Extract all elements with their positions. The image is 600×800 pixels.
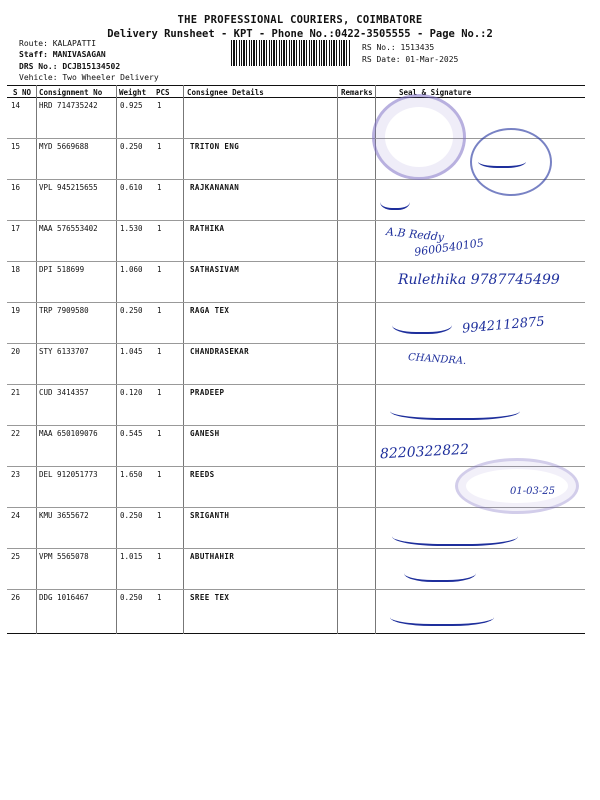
row-weight: 1.045 <box>120 347 143 356</box>
row-sno: 15 <box>11 142 21 151</box>
row-rule <box>7 220 585 221</box>
table-rule <box>7 633 585 634</box>
row-pcs: 1 <box>157 142 162 151</box>
row-consignment: DPI 518699 <box>39 265 85 274</box>
header-consignment: Consignment No <box>39 88 103 97</box>
row-consignee: GANESH <box>190 429 220 438</box>
column-divider <box>36 85 37 634</box>
row-consignment: MYD 5669688 <box>39 142 89 151</box>
staff-label: Staff: MANIVASAGAN <box>19 50 106 59</box>
barcode-image <box>231 40 351 66</box>
document-subtitle: Delivery Runsheet - KPT - Phone No.:0422-3505555 - Page No.:2 <box>107 28 493 40</box>
row-consignment: VPL 945215655 <box>39 183 98 192</box>
row-consignee: SATHASIVAM <box>190 265 240 274</box>
document-title: THE PROFESSIONAL COURIERS, COIMBATORE <box>177 14 423 26</box>
row-consignment: MAA 576553402 <box>39 224 98 233</box>
column-divider <box>183 85 184 634</box>
signature-row19-mark <box>392 312 452 334</box>
row-weight: 0.120 <box>120 388 143 397</box>
row-consignment: HRD 714735242 <box>39 101 98 110</box>
row-consignment: MAA 650109076 <box>39 429 98 438</box>
row-consignment: DDG 1016467 <box>39 593 89 602</box>
row-consignee: RATHIKA <box>190 224 225 233</box>
row-weight: 1.530 <box>120 224 143 233</box>
row-consignment: KMU 3655672 <box>39 511 89 520</box>
row-consignee: ABUTHAHIR <box>190 552 235 561</box>
row-consignee: CHANDRASEKAR <box>190 347 249 356</box>
signature-row17-phone: 9600540105 <box>413 236 485 259</box>
signature-row26 <box>390 604 494 626</box>
row-weight: 0.925 <box>120 101 143 110</box>
row-rule <box>7 302 585 303</box>
row-weight: 0.250 <box>120 511 143 520</box>
row-sno: 19 <box>11 306 21 315</box>
signature-row24 <box>392 522 518 546</box>
row-pcs: 1 <box>157 183 162 192</box>
column-divider <box>337 85 338 634</box>
row-rule <box>7 548 585 549</box>
row-rule <box>7 384 585 385</box>
table-rule <box>7 85 585 86</box>
row-weight: 1.015 <box>120 552 143 561</box>
signature-row19-phone: 9942112875 <box>461 314 546 337</box>
header-consignee: Consignee Details <box>187 88 264 97</box>
row-weight: 1.060 <box>120 265 143 274</box>
row-consignment: VPM 5565078 <box>39 552 89 561</box>
rs-date: RS Date: 01-Mar-2025 <box>362 55 459 64</box>
signature-triton <box>478 152 526 168</box>
seal-stamp-row14 <box>372 94 466 180</box>
row-pcs: 1 <box>157 429 162 438</box>
row-sno: 23 <box>11 470 21 479</box>
table-rule <box>7 97 585 98</box>
row-consignee: REEDS <box>190 470 215 479</box>
row-rule <box>7 425 585 426</box>
row-consignment: CUD 3414357 <box>39 388 89 397</box>
row-pcs: 1 <box>157 511 162 520</box>
route-label: Route: KALAPATTI <box>19 39 97 48</box>
drs-number: DRS No.: DCJB15134502 <box>19 62 121 71</box>
signature-row22-phone: 8220322822 <box>379 441 470 463</box>
row-pcs: 1 <box>157 470 162 479</box>
row-sno: 26 <box>11 593 21 602</box>
row-pcs: 1 <box>157 593 162 602</box>
row-pcs: 1 <box>157 552 162 561</box>
row-sno: 20 <box>11 347 21 356</box>
row-sno: 25 <box>11 552 21 561</box>
row-consignment: TRP 7909580 <box>39 306 89 315</box>
row-pcs: 1 <box>157 306 162 315</box>
column-divider <box>375 85 376 634</box>
row-rule <box>7 589 585 590</box>
header-seal-signature: Seal & Signature <box>399 88 472 97</box>
row-sno: 24 <box>11 511 21 520</box>
row-weight: 1.650 <box>120 470 143 479</box>
row-sno: 14 <box>11 101 21 110</box>
signature-row20: CHANDRA. <box>407 351 467 368</box>
signature-row17-name: A.B Reddy <box>385 224 445 245</box>
row-sno: 16 <box>11 183 21 192</box>
signature-row21 <box>390 398 520 420</box>
row-sno: 22 <box>11 429 21 438</box>
vehicle-label: Vehicle: Two Wheeler Delivery <box>19 73 159 82</box>
signature-row25 <box>404 560 476 582</box>
row-consignment: DEL 912051773 <box>39 470 98 479</box>
row-consignment: STY 6133707 <box>39 347 89 356</box>
row-weight: 0.610 <box>120 183 143 192</box>
row-consignee: SRIGANTH <box>190 511 230 520</box>
row-weight: 0.250 <box>120 306 143 315</box>
row-pcs: 1 <box>157 388 162 397</box>
header-pcs: PCS <box>156 88 170 97</box>
row-sno: 18 <box>11 265 21 274</box>
row-rule <box>7 261 585 262</box>
row-weight: 0.250 <box>120 593 143 602</box>
row-consignee: TRITON ENG <box>190 142 240 151</box>
signature-row23-date: 01-03-25 <box>510 486 555 497</box>
signature-row18: Rulethika 9787745499 <box>398 272 560 288</box>
row-consignee: PRADEEP <box>190 388 225 397</box>
row-sno: 21 <box>11 388 21 397</box>
row-pcs: 1 <box>157 265 162 274</box>
row-pcs: 1 <box>157 224 162 233</box>
header-weight: Weight <box>119 88 147 97</box>
row-consignee: SREE TEX <box>190 593 230 602</box>
row-weight: 0.250 <box>120 142 143 151</box>
row-pcs: 1 <box>157 101 162 110</box>
header-remarks: Remarks <box>341 88 373 97</box>
signature-row16 <box>380 190 410 210</box>
column-divider <box>116 85 117 634</box>
row-rule <box>7 343 585 344</box>
row-sno: 17 <box>11 224 21 233</box>
row-weight: 0.545 <box>120 429 143 438</box>
header-sno: S NO <box>13 88 32 97</box>
row-consignee: RAGA TEX <box>190 306 230 315</box>
row-pcs: 1 <box>157 347 162 356</box>
row-consignee: RAJKANANAN <box>190 183 240 192</box>
rs-number: RS No.: 1513435 <box>362 43 435 52</box>
